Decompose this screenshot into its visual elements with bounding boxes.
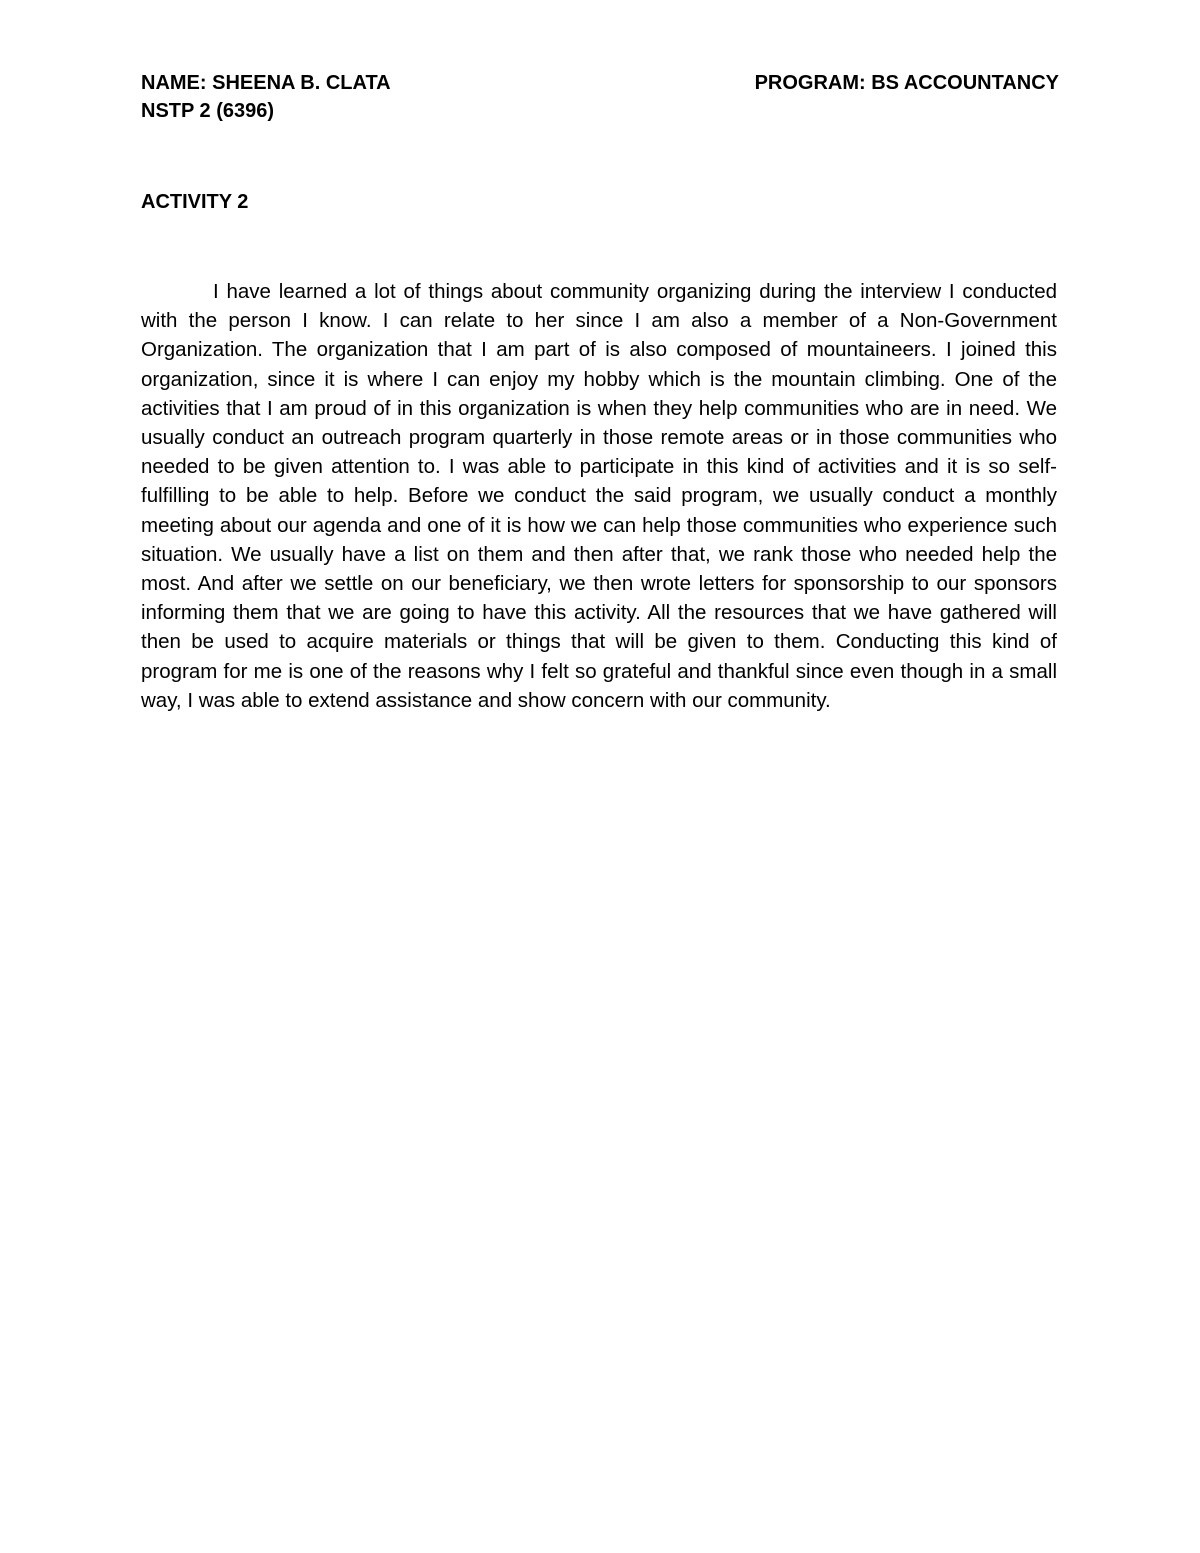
activity-title: ACTIVITY 2 (141, 191, 249, 213)
student-name: NAME: SHEENA B. CLATA (141, 72, 391, 94)
body-paragraph: I have learned a lot of things about community organizing during the interview I conducted with the person I know. I can relate to her since I am also a member of a Non-Government Organization. The organization that I am part of is also composed of mountaineers. I joined this organization, since it is where I can enjoy my hobby which is the mountain climbing. One of the activities that I am proud of in this organization is when they help communities who are in need. We usually conduct an outreach program quarterly in those remote areas or in those communities who needed to be given attention to. I was able to participate in this kind of activities and it is so self-fulfilling to be able to help. Before we conduct the said program, we usually conduct a monthly meeting about our agenda and one of it is how we can help those communities who experience such situation. We usually have a list on them and then after that, we rank those who needed help the most. And after we settle on our beneficiary, we then wrote letters for sponsorship to our sponsors informing them that we are going to have this activity. All the resources that we have gathered will then be used to acquire materials or things that will be given to them. Conducting this kind of program for me is one of the reasons why I felt so grateful and thankful since even though in a small way, I was able to extend assistance and show concern with our community. (141, 280, 1057, 712)
student-program: PROGRAM: BS ACCOUNTANCY (754, 72, 1059, 94)
course-code: NSTP 2 (6396) (141, 100, 275, 122)
header-row (141, 69, 1059, 97)
document-header (141, 69, 1059, 125)
